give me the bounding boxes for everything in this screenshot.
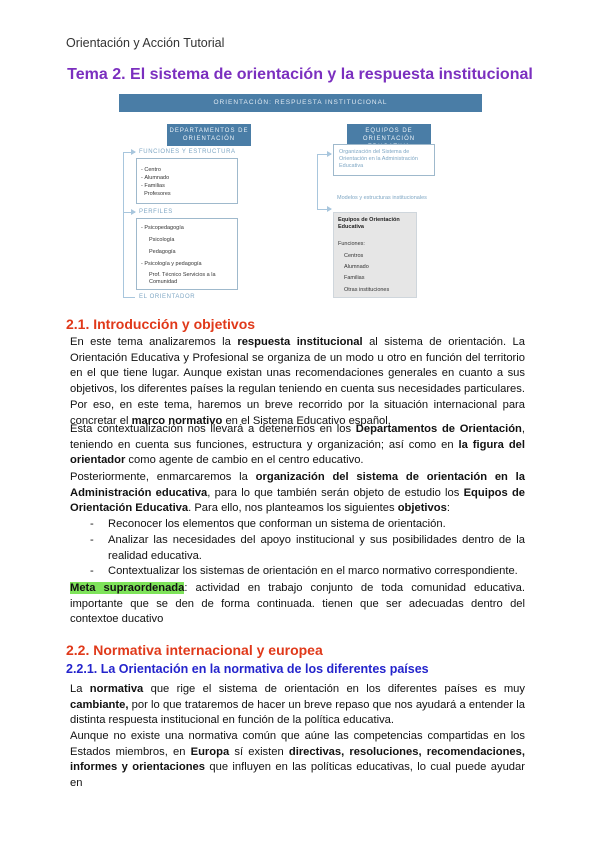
- subsection-heading-2-2-1: 2.2.1. La Orientación en la normativa de los diferentes países: [66, 662, 429, 676]
- paragraph-europa: Aunque no existe una normativa común que aúne las competencias compartidas en los Estados miembros, en Europa sí existen directivas, resoluciones, recomendaciones, informes y orientaciones que influyen en las políticas educativas, lo cual puede ayudar en: [70, 730, 525, 790]
- organizacion-box: Organización del Sistema de Orientación en la Administración Educativa: [333, 144, 435, 176]
- section-heading-2-2: 2.2. Normativa internacional y europea: [66, 642, 323, 658]
- equipos-header: EQUIPOS DE ORIENTACIÓN: [347, 124, 431, 146]
- meta-note: Meta supraordenada: actividad en trabajo conjunto de toda comunidad educativa. importante que se den de forma continuada. tienen que ser adecuadas dentro del contextoe ducativo: [70, 582, 525, 626]
- funciones-box: - Centro - Alumnado - Familias Profesores: [136, 158, 238, 204]
- equipos-box: Equipos de Orientación Educativa Funciones: Centros Alumnado Familias Otras instituciones: [333, 212, 417, 298]
- perfiles-box: - Psicopedagogía Psicología Pedagogía - Psicología y pedagogía Prof. Técnico Servicios a la Comunidad: [136, 218, 238, 290]
- page-title: Tema 2. El sistema de orientación y la respuesta institucional: [67, 66, 533, 83]
- paragraph-intro: En este tema analizaremos la respuesta institucional al sistema de orientación. La Orientación Educativa y Profesional se organiza de un modo u otro en función del territorio en el que tiene lugar. Aunque existan unas recomendaciones generales en cuanto a sus objetivos, los diferentes países la regulan teniendo en cuenta sus necesidades particulares. Por eso, en este tema, haremos un breve recorrido por la situación internacional para concretar el marco normativo en el Sistema Educativo español.: [70, 336, 525, 427]
- section-heading-2-1: 2.1. Introducción y objetivos: [66, 316, 256, 332]
- funciones-estructura-title: FUNCIONES Y ESTRUCTURA: [139, 149, 236, 155]
- objective-item: - Analizar las necesidades del apoyo institucional y sus posibilidades dentro de la realidad educativa.: [90, 534, 525, 562]
- paragraph-normativa: La normativa que rige el sistema de orientación en los diferentes países es muy cambiante, por lo que trataremos de hacer un breve repaso que nos ayudará a entender la distinta respuesta institucional en función de la política educativa.: [70, 683, 525, 727]
- meta-highlight: Meta supraordenada: [70, 582, 185, 594]
- objective-item: - Contextualizar los sistemas de orientación en el marco normativo correspondiente.: [90, 565, 518, 577]
- departamentos-header: DEPARTAMENTOS DE ORIENTACIÓN: [167, 124, 251, 146]
- modelos-title: Modelos y estructuras institucionales: [337, 195, 427, 201]
- institutional-response-diagram: [119, 94, 482, 304]
- objective-item: - Reconocer los elementos que conforman un sistema de orientación.: [90, 518, 446, 530]
- paragraph-objectives-intro: Posteriormente, enmarcaremos la organización del sistema de orientación en la Administración educativa, para lo que también serán objeto de estudio los Equipos de Orientación Educativa. Para ello, nos planteamos los siguientes objetivos:: [70, 471, 525, 515]
- orientador-title: EL ORIENTADOR: [139, 294, 196, 300]
- paragraph-context: Esta contextualización nos llevará a detenernos en los Departamentos de Orientación, teniendo en cuenta sus funciones, estructura y organización; así como en la figura del orientador como agente de cambio en el centro educativo.: [70, 423, 526, 467]
- diagram-banner: ORIENTACIÓN: RESPUESTA INSTITUCIONAL: [119, 94, 482, 112]
- running-header: Orientación y Acción Tutorial: [66, 36, 225, 50]
- perfiles-title: PERFILES: [139, 209, 173, 215]
